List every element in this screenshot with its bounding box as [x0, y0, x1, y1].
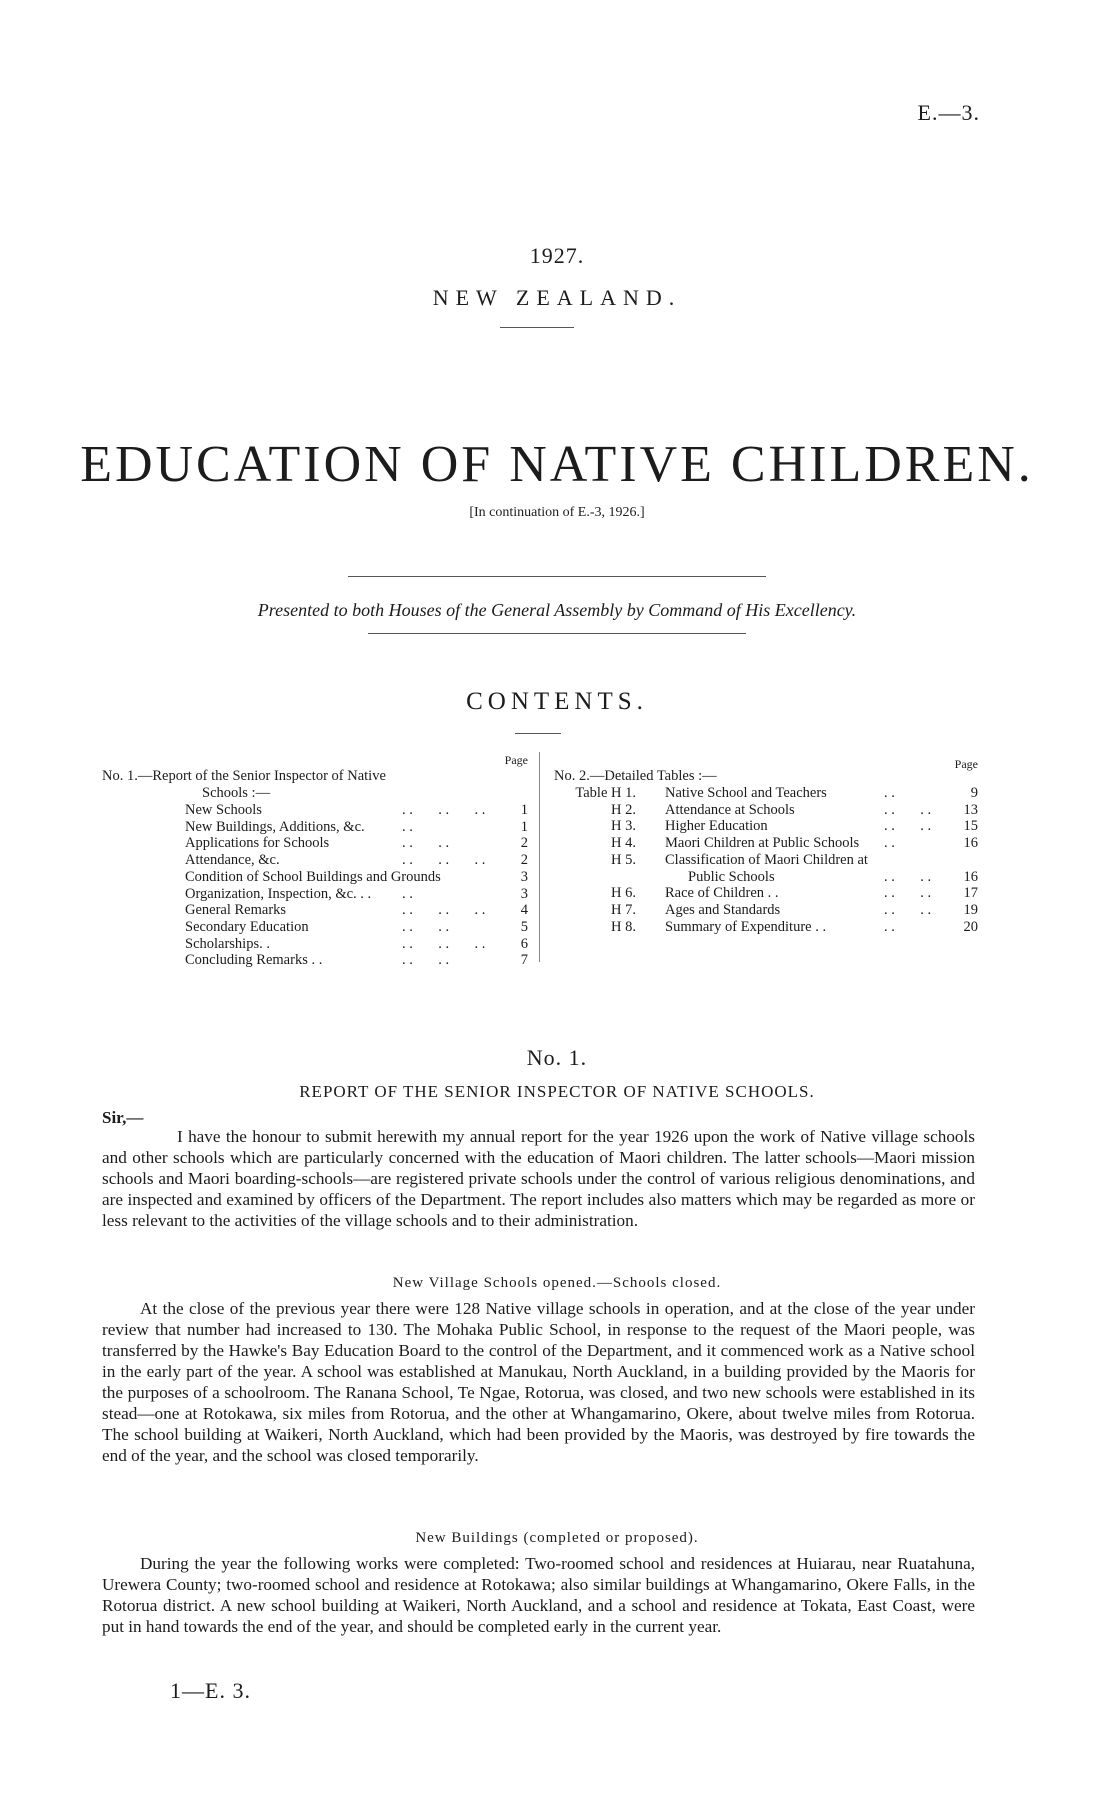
contents-item-leader: . . . . [402, 952, 450, 969]
column-separator [539, 752, 540, 962]
contents-item-leader: . . [402, 885, 413, 902]
contents-heading: CONTENTS. [466, 688, 648, 715]
contents-item-leader: . . . . [884, 901, 932, 918]
contents-item-label: Organization, Inspection, &c. . . [185, 885, 372, 902]
contents-table-code: H 3. [611, 818, 636, 835]
contents-item-page: 2 [520, 852, 528, 869]
contents-item-leader: . . [884, 785, 895, 801]
contents-item-label: Classification of Maori Children at [665, 851, 868, 868]
contents-item-leader: . . . . [884, 885, 932, 902]
divider [500, 327, 574, 328]
contents-item-leader: . . . . . . [402, 902, 486, 919]
contents-table-code: H 8. [611, 918, 636, 935]
contents-item-label: Native School and Teachers [665, 785, 827, 801]
contents-item-page: 7 [520, 952, 528, 969]
contents-item-leader: . . . . . . [402, 935, 486, 952]
contents-item-page: 5 [520, 918, 528, 935]
contents-section-title: No. 2.—Detailed Tables :— [554, 768, 717, 784]
intro-paragraph [102, 1126, 975, 1231]
contents-item-label: Ages and Standards [665, 901, 781, 918]
contents-item-page: 6 [520, 935, 528, 952]
contents-item-leader: . . . . [884, 868, 932, 885]
contents-item-label: Applications for Schools [185, 835, 330, 852]
contents-item-leader: . . [884, 918, 895, 935]
contents-item-label: Scholarships. . [185, 935, 270, 952]
document-subtitle: [In continuation of E.-3, 1926.] [469, 505, 645, 520]
contents-table-code: Table H 1. [575, 785, 636, 801]
contents-right-column [554, 752, 978, 952]
contents-item-leader: . . . . [402, 918, 450, 935]
document-year: 1927. [529, 243, 585, 268]
contents-item-page: 15 [963, 818, 978, 835]
contents-item-leader: . . . . . . [402, 852, 486, 869]
contents-item-page: 19 [963, 901, 978, 918]
page-column-label: Page [504, 753, 528, 767]
contents-item-label: New Schools [185, 802, 262, 818]
contents-table-code: H 4. [611, 835, 636, 852]
contents-item-leader: . . . . [884, 801, 932, 818]
contents-item-leader: . . . . . . [402, 802, 486, 818]
document-reference: E.—3. [917, 100, 980, 125]
contents-item-page: 17 [963, 885, 978, 902]
contents-section-title: No. 1.—Report of the Senior Inspector of Native [102, 768, 386, 784]
report-title: REPORT OF THE SENIOR INSPECTOR OF NATIVE SCHOOLS. [299, 1082, 815, 1101]
contents-item-page: 9 [970, 785, 978, 801]
contents-item-label: Race of Children . . [665, 885, 779, 902]
contents-item-page: 1 [520, 818, 528, 835]
contents-item-page: 2 [520, 835, 528, 852]
contents-section-title-cont: Schools :— [202, 785, 271, 801]
page-footer: 1—E. 3. [170, 1678, 251, 1703]
section-new-schools [102, 1298, 975, 1466]
contents-item-page: 16 [963, 835, 978, 852]
contents-item-label: Summary of Expenditure . . [665, 918, 827, 935]
contents-item-leader: . . . . [884, 818, 932, 835]
document-title: EDUCATION OF NATIVE CHILDREN. [80, 436, 1034, 493]
contents-item-leader: . . [884, 835, 895, 852]
contents-item-label: Attendance at Schools [665, 801, 795, 818]
country-heading: NEW ZEALAND. [432, 285, 682, 310]
section-new-buildings-text: During the year the following works were completed: Two-roomed school and residences at Huiarau, near Ruatahuna, Urewera County; two-roomed school and residence at Rotokawa; also similar buildings at Whangamarino, Okere Falls, in the Rotorua district. A new school building at Waikeri, North Auckland, and a school and residence at Tokata, East Coast, were put in hand towards the end of the year, and should be completed early in the current year. [102, 1554, 975, 1636]
section-new-schools-text: At the close of the previous year there were 128 Native village schools in operation, and at the close of the year under review that number had increased to 130. The Mohaka Public School, in response to the request of the Maori people, was transferred by the Hawke's Bay Education Board to the control of the Department, and it commenced work as a Native school in the early part of the year. A school was established at Manukau, North Auckland, in a building provided by the Maoris for the purposes of a schoolroom. The Ranana School, Te Ngae, Rotorua, was closed, and two new schools were established in its stead—one at Rotokawa, six miles from Rotorua, and the other at Whangamarino, Okere, about twelve miles from Rotorua. The school building at Waikeri, North Auckland, which had been provided by the Maoris, was destroyed by fire towards the end of the year, and the school was closed temporarily. [102, 1299, 975, 1465]
contents-item-leader: . . [402, 818, 413, 835]
contents-table-code: H 5. [611, 851, 636, 868]
contents-item-label: Condition of School Buildings and Grounds [185, 868, 441, 885]
contents-item-page: 3 [520, 868, 528, 885]
divider [368, 633, 746, 634]
contents-item-page: 1 [520, 802, 528, 818]
report-number: No. 1. [526, 1045, 588, 1070]
contents-table-code: H 6. [611, 885, 636, 902]
section-new-buildings [102, 1553, 975, 1637]
contents-item-page: 4 [520, 902, 528, 919]
contents-item-leader: . . . . [402, 835, 450, 852]
contents-left-column [102, 752, 528, 972]
contents-item-page: 13 [963, 801, 978, 818]
divider [515, 733, 561, 734]
contents-table-code: H 7. [611, 901, 636, 918]
contents-item-page: 16 [963, 868, 978, 885]
contents-item-page: 20 [963, 918, 978, 935]
intro-text: I have the honour to submit herewith my annual report for the year 1926 upon the work of Native village schools and other schools which are particularly concerned with the education of Maori children. The latter schools—Maori mission schools and Maori boarding-schools—are registered private schools under the control of various religious denominations, and are inspected and examined by officers of the Department. The report includes also matters which may be regarded as more or less relevant to the activities of the village schools and to their administration. [102, 1127, 975, 1230]
contents-item-label: Public Schools [688, 868, 775, 885]
contents-item-label: Secondary Education [185, 918, 309, 935]
salutation: Sir,— [102, 1108, 144, 1127]
presented-note: Presented to both Houses of the General Assembly by Command of His Excellency. [257, 600, 857, 620]
contents-item-label: New Buildings, Additions, &c. [185, 818, 365, 835]
contents-item-label: Attendance, &c. [185, 852, 280, 869]
contents-item-label: General Remarks [185, 902, 287, 919]
contents-item-label: Maori Children at Public Schools [665, 835, 860, 852]
section-heading-new-buildings: New Buildings (completed or proposed). [415, 1530, 699, 1546]
contents-item-page: 3 [520, 885, 528, 902]
contents-table-code: H 2. [611, 801, 636, 818]
section-heading-new-schools: New Village Schools opened.—Schools closed. [392, 1275, 722, 1291]
page-column-label: Page [954, 757, 978, 771]
divider [348, 576, 766, 577]
contents-item-label: Higher Education [665, 818, 768, 835]
contents-item-label: Concluding Remarks . . [185, 952, 323, 969]
